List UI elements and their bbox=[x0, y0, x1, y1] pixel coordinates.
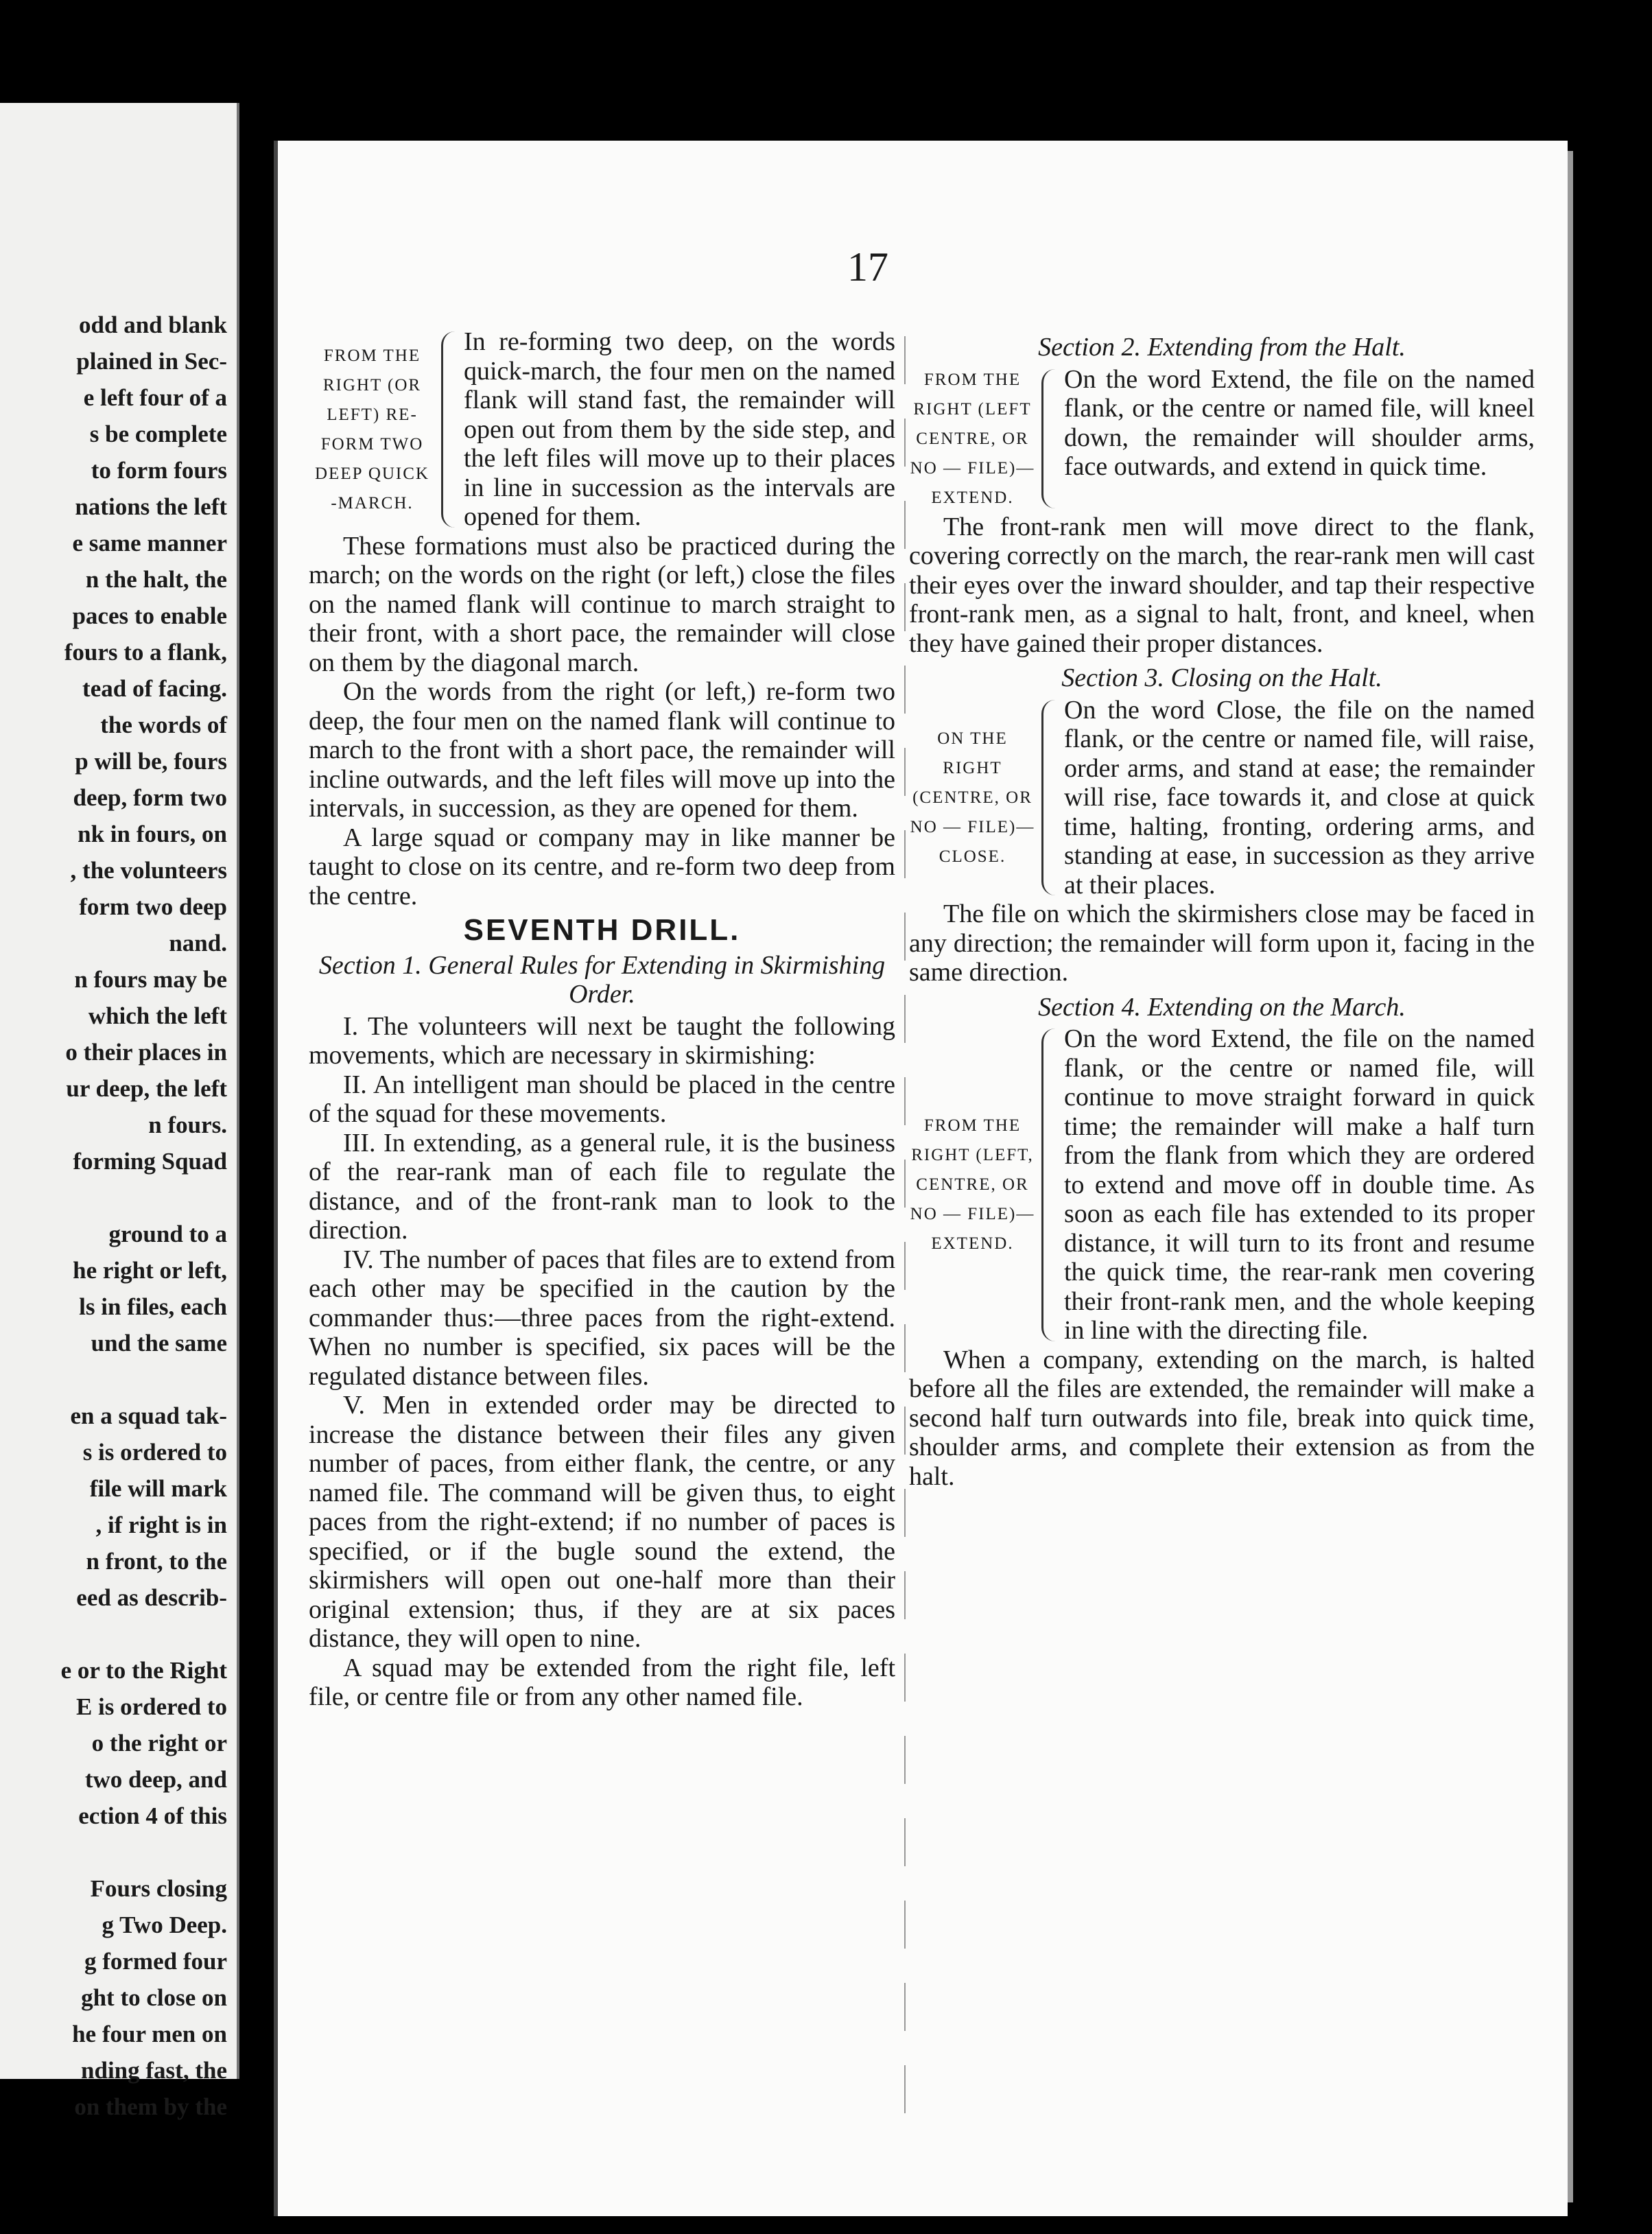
left-page-line: ur deep, the left bbox=[66, 1075, 227, 1102]
reform-block bbox=[309, 327, 895, 532]
page-17 bbox=[278, 141, 1568, 2216]
section3-text: On the word Close, the file on the named flank, or the centre or named file, will raise, order arms, and stand at ease; the remainder will rise, face towards it, and close at quick time, halting, fronting, ordering arms, and standing at ease, in succession as they arrive at their places. bbox=[1064, 695, 1535, 900]
left-page-line: two deep, and bbox=[84, 1766, 227, 1793]
left-page-line: g Two Deep. bbox=[102, 1912, 227, 1938]
left-page-line: form two deep bbox=[79, 893, 227, 920]
left-facing-page bbox=[0, 103, 239, 2120]
paragraph: A squad may be extended from the right file, left file, or centre file or from any other named file. bbox=[309, 1653, 895, 1711]
section4-margin-note: FROM THE RIGHT (LEFT, CENTRE, OR NO — FILE)— EXTEND. bbox=[910, 1116, 1035, 1254]
left-column bbox=[309, 327, 895, 1712]
left-page-line: deep, form two bbox=[73, 784, 227, 811]
left-page-line: Fours closing bbox=[90, 1875, 227, 1902]
left-page-line: odd and blank bbox=[79, 311, 227, 338]
left-page-line: n front, to the bbox=[86, 1548, 227, 1575]
drill-heading: SEVENTH DRILL. bbox=[463, 913, 741, 947]
left-page-line: which the left bbox=[88, 1002, 227, 1029]
section-title: Section 4. Extending on the March. bbox=[1038, 992, 1406, 1022]
rule-item: III. In extending, as a general rule, it is the business of the rear-rank man of each file to regulate the distance, and of the front-rank man to look to the direction. bbox=[309, 1128, 895, 1245]
section-title: Section 1. General Rules for Extending in Skirmishing Order. bbox=[318, 950, 886, 1009]
paragraph: These formations must also be practiced during the march; on the words on the right (or left,) close the files on the named flank will continue to march straight to their front, with a short pace, the remainder will close on them by the diagonal march. bbox=[309, 531, 895, 677]
left-page-line: s is ordered to bbox=[82, 1439, 227, 1466]
left-page-line: eed as describ- bbox=[76, 1584, 227, 1611]
left-page-line: n fours. bbox=[148, 1112, 227, 1138]
reform-text: In re-forming two deep, on the words quick-march, the four men on the named flank will stand fast, the remainder will open out from them by the side step, and the left files will move up to their places in line in succession as the intervals are opened for them. bbox=[464, 327, 895, 531]
brace-icon bbox=[1041, 1028, 1056, 1341]
section2-block bbox=[909, 365, 1535, 513]
left-page-line: ls in files, each bbox=[79, 1293, 227, 1320]
left-page-line: , the volunteers bbox=[70, 857, 227, 884]
left-page-line: p will be, fours bbox=[75, 748, 227, 775]
left-page-line: e or to the Right bbox=[60, 1657, 227, 1684]
left-page-line: nand. bbox=[169, 930, 227, 956]
rule-item: I. The volunteers will next be taught the following movements, which are necessary in skirmishing: bbox=[309, 1011, 895, 1070]
left-page-line: on them by the bbox=[74, 2093, 227, 2120]
left-page-line: he right or left, bbox=[73, 1257, 227, 1284]
left-page-line: o their places in bbox=[65, 1039, 227, 1066]
section-title: Section 3. Closing on the Halt. bbox=[1061, 663, 1382, 692]
rule-item: II. An intelligent man should be placed in the centre of the squad for these movements. bbox=[309, 1070, 895, 1128]
paragraph: When a company, extending on the march, is halted before all the files are extended, the remainder will make a second half turn outwards into file, break into quick time, shoulder arms, and complete their extension as from the halt. bbox=[909, 1345, 1535, 1491]
brace-icon bbox=[441, 331, 456, 528]
page-number: 17 bbox=[847, 244, 888, 290]
left-page-line: o the right or bbox=[91, 1730, 227, 1756]
left-page-line: he four men on bbox=[72, 2021, 227, 2047]
left-page-line: n the halt, the bbox=[85, 566, 227, 593]
section2-text: On the word Extend, the file on the named flank, or the centre or named file, will kneel down, the remainder will shoulder arms, face outwards, and extend in quick time. bbox=[1064, 364, 1535, 481]
section4-block bbox=[909, 1024, 1535, 1345]
left-page-line: the words of bbox=[100, 712, 227, 738]
brace-icon bbox=[1041, 369, 1056, 508]
paragraph: The front-rank men will move direct to the flank, covering correctly on the march, the rear-rank men will cast their eyes over the inward shoulder, and tap their respective front-rank men, as a signal to halt, front, and kneel, when they have gained their proper distances. bbox=[909, 512, 1535, 658]
left-page-line: tead of facing. bbox=[82, 675, 227, 702]
section2-margin-note: FROM THE RIGHT (LEFT CENTRE, OR NO — FILE)— EXTEND. bbox=[910, 370, 1035, 507]
left-page-line: , if right is in bbox=[95, 1512, 227, 1538]
left-page-line: ground to a bbox=[108, 1221, 227, 1247]
left-page-line: e left four of a bbox=[83, 384, 227, 411]
rule-item: IV. The number of paces that files are to extend from each other may be specified in the caution by the commander thus:—three paces from the right-extend. When no number is specified, six paces will be the regulated distance between files. bbox=[309, 1245, 895, 1391]
left-page-line: g formed four bbox=[84, 1948, 227, 1975]
right-column bbox=[909, 327, 1535, 1491]
left-page-line: plained in Sec- bbox=[76, 348, 227, 375]
left-page-line: paces to enable bbox=[72, 602, 227, 629]
left-page-line: nding fast, the bbox=[81, 2057, 227, 2084]
left-page-line: fours to a flank, bbox=[64, 639, 227, 666]
left-page-line: file will mark bbox=[89, 1475, 227, 1502]
paragraph: The file on which the skirmishers close may be faced in any direction; the remainder will form upon it, facing in the same direction. bbox=[909, 900, 1535, 987]
left-page-line: forming Squad bbox=[73, 1148, 227, 1175]
left-page-line: s be complete bbox=[89, 421, 227, 447]
brace-icon bbox=[1041, 700, 1056, 896]
section-title: Section 2. Extending from the Halt. bbox=[1038, 333, 1406, 362]
left-page-line: E is ordered to bbox=[75, 1693, 227, 1720]
column-separator bbox=[904, 336, 906, 2120]
left-page-line: n fours may be bbox=[74, 966, 227, 993]
left-page-line: to form fours bbox=[91, 457, 227, 484]
left-page-line: ght to close on bbox=[81, 1984, 227, 2011]
paragraph: On the words from the right (or left,) re-form two deep, the four men on the named flank will continue to march to the front with a short pace, the remainder will incline outwards, and the left files will move up into the intervals, in succession, as they are opened for them. bbox=[309, 677, 895, 823]
rule-item: V. Men in extended order may be directed to increase the distance between their files any given number of paces, from either flank, the centre, or any named file. The command will be given thus, to eight paces from the right-extend; if no number of paces is specified, or if the bugle sound the extend, the skirmishers will open out one-half more than their original extension; thus, if they are at six paces distance, they will open to nine. bbox=[309, 1391, 895, 1653]
left-page-line: nk in fours, on bbox=[78, 821, 227, 847]
left-page-line: ection 4 of this bbox=[78, 1802, 227, 1829]
left-page-line: e same manner bbox=[72, 530, 227, 556]
left-page-line: nations the left bbox=[75, 493, 227, 520]
section3-margin-note: ON THE RIGHT (CENTRE, OR NO — FILE)— CLOSE. bbox=[910, 729, 1035, 866]
paragraph: A large squad or company may in like manner be taught to close on its centre, and re-form two deep from the centre. bbox=[309, 823, 895, 910]
section3-block bbox=[909, 696, 1535, 900]
page-edge-shadow bbox=[1568, 151, 1573, 2202]
left-page-line: en a squad tak- bbox=[70, 1402, 227, 1429]
reform-margin-note: FROM THE RIGHT (OR LEFT) RE-FORM TWO DEEP QUICK -MARCH. bbox=[315, 346, 429, 513]
left-page-line: und the same bbox=[91, 1330, 227, 1356]
section4-text: On the word Extend, the file on the named flank, or the centre or named file, will continue to move straight forward in quick time; the remainder will make a half turn from the flank from which they are ordered to extend and move off in double time. As soon as each file has extended to its proper distance, it will turn to its front and resume the quick time, the rear-rank men covering their front-rank men, and the whole keeping in line with the directing file. bbox=[1064, 1024, 1535, 1345]
